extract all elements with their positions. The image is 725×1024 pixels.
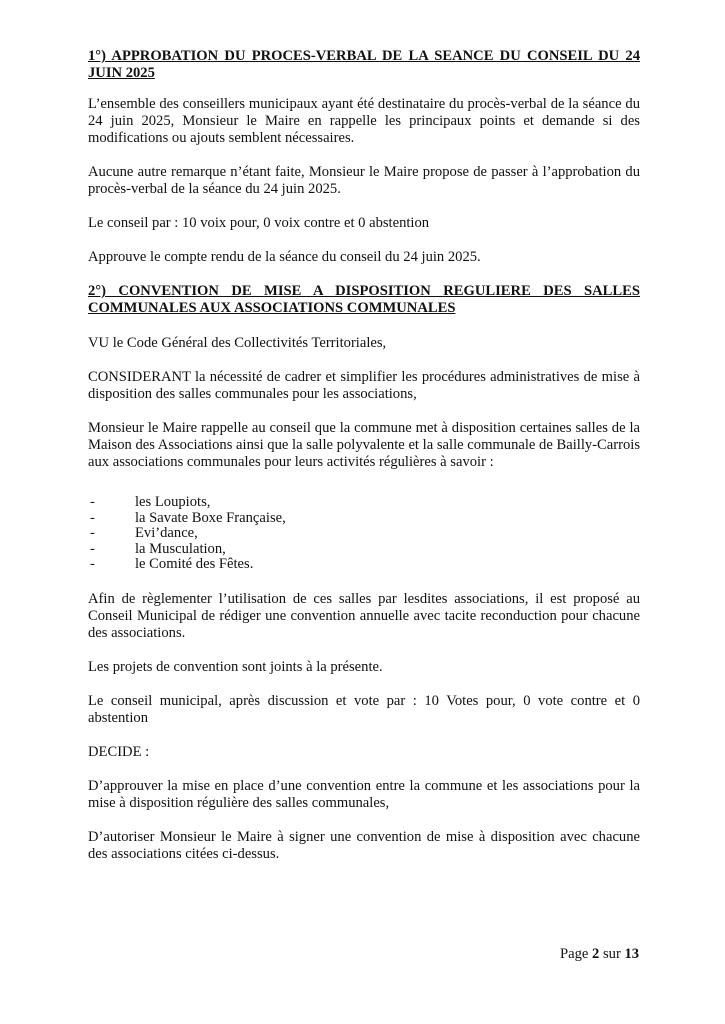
- section-1-heading: 1°) APPROBATION DU PROCES-VERBAL DE LA SEANCE DU CONSEIL DU 24 JUIN 2025: [88, 48, 640, 81]
- section-1-paragraph: L’ensemble des conseillers municipaux ayant été destinataire du procès-verbal de la séance du 24 juin 2025, Monsieur le Maire en rappelle les principaux points et demande si des modifications ou ajouts semblent nécessaires.: [88, 96, 640, 146]
- list-item: [88, 557, 640, 573]
- total-pages: 13: [624, 946, 640, 962]
- association-name: la Musculation,: [135, 540, 226, 557]
- list-item: [88, 495, 640, 511]
- section-2-afin: Afin de règlementer l’utilisation de ces salles par lesdites associations, il est proposé au Conseil Municipal de rédiger une convention annuelle avec tacite reconduction pour chacune des associations.: [88, 590, 640, 641]
- page-number-footer: [560, 946, 639, 963]
- section-1-vote: Le conseil par : 10 voix pour, 0 voix contre et 0 abstention: [88, 215, 430, 231]
- list-bullet: -: [90, 556, 95, 572]
- list-bullet: -: [90, 509, 95, 526]
- section-2-vote: Le conseil municipal, après discussion et vote par : 10 Votes pour, 0 vote contre et 0 abstention: [88, 692, 640, 726]
- association-name: Evi’dance,: [135, 525, 198, 541]
- section-1-approval: Approuve le compte rendu de la séance du conseil du 24 juin 2025.: [88, 249, 481, 265]
- association-name: la Savate Boxe Française,: [135, 509, 286, 526]
- section-2-decision-1: D’approuver la mise en place d’une convention entre la commune et les associations pour la mise à disposition régulière des salles communales,: [88, 777, 640, 811]
- page-label: Page: [560, 946, 589, 962]
- section-2-considerant: CONSIDERANT la nécessité de cadrer et simplifier les procédures administratives de mise à disposition des salles communales pour les associations,: [88, 369, 640, 402]
- association-list: [88, 495, 640, 573]
- list-bullet: -: [90, 540, 95, 557]
- section-2-decide: DECIDE :: [88, 743, 150, 760]
- section-2-heading: 2°) CONVENTION DE MISE A DISPOSITION REGULIERE DES SALLES COMMUNALES AUX ASSOCIATIONS COMMUNALES: [88, 283, 640, 316]
- list-item: [88, 511, 640, 527]
- section-1-paragraph: Aucune autre remarque n’étant faite, Monsieur le Maire propose de passer à l’approbation du procès-verbal de la séance du 24 juin 2025.: [88, 164, 640, 197]
- list-bullet: -: [90, 494, 95, 510]
- section-2-vu: VU le Code Général des Collectivités Territoriales,: [88, 335, 387, 351]
- section-2-decision-2: D’autoriser Monsieur le Maire à signer une convention de mise à disposition avec chacune des associations citées ci-dessus.: [88, 828, 640, 862]
- list-bullet: -: [90, 525, 95, 541]
- association-name: le Comité des Fêtes.: [135, 556, 254, 572]
- list-item: [88, 542, 640, 558]
- association-name: les Loupiots,: [135, 494, 211, 510]
- section-2-rappel: Monsieur le Maire rappelle au conseil que la commune met à disposition certaines salles de la Maison des Associations ainsi que la salle polyvalente et la salle communale de Bailly-Carrois aux associations communales pour leurs activités régulières à savoir :: [88, 420, 640, 470]
- list-item: [88, 526, 640, 542]
- document-page: [88, 48, 640, 863]
- of-label: sur: [602, 946, 621, 962]
- current-page: 2: [592, 946, 600, 962]
- section-2-projets: Les projets de convention sont joints à la présente.: [88, 658, 383, 675]
